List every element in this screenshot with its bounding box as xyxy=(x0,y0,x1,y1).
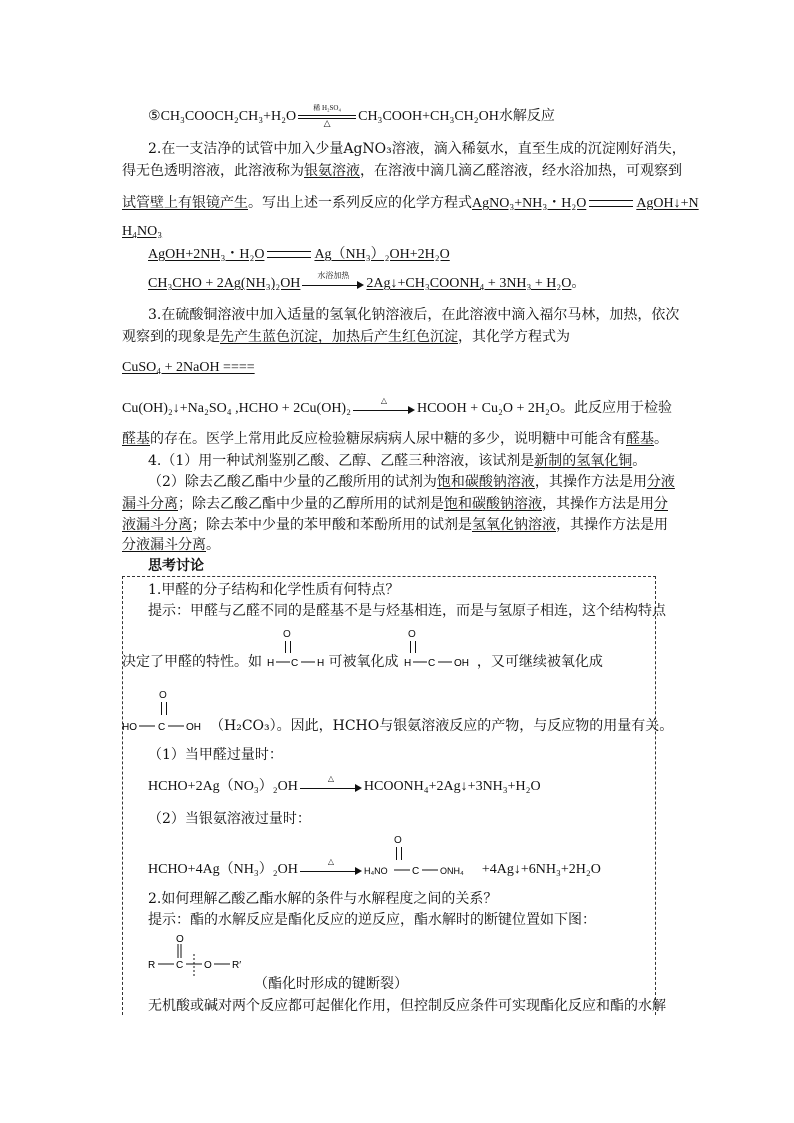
formaldehyde-structure xyxy=(266,652,328,672)
equation-silver-complex: AgOH+2NH₃・H₂O Ag（NH₃）₂OH+2H₂O xyxy=(148,247,450,262)
svg-text:R′: R′ xyxy=(232,960,242,971)
discussion-question-2: 2.如何理解乙酸乙酯水解的条件与水解程度之间的关系？ xyxy=(148,891,498,907)
ester-bond-structure xyxy=(146,930,256,978)
svg-text:C: C xyxy=(427,658,436,669)
formic-acid-structure xyxy=(403,652,477,672)
svg-text:H₄NO: H₄NO xyxy=(363,866,388,876)
q3-line-2: 观察到的现象是先产生蓝色沉淀，加热后产生红色沉淀，其化学方程式为 xyxy=(122,329,570,345)
ester-caption: （酯化时形成的键断裂） xyxy=(254,976,408,992)
q3-line-5: 醛基的存在。医学上常用此反应检验糖尿病病人尿中糖的多少，说明糖中可能含有醛基。 xyxy=(122,431,668,447)
case-1-equation: HCHO+2Ag（NO₃）₂OH △ HCOONH₄+2Ag↓+3NH₃+H₂O xyxy=(148,777,541,797)
svg-text:HO: HO xyxy=(122,722,137,733)
q4-line-2: （2）除去乙酸乙酯中少量的乙酸所用的试剂为饱和碳酸钠溶液，其操作方法是用分液 xyxy=(148,474,675,490)
answer-silver-mirror: 试管壁上有银镜产生 xyxy=(122,195,248,211)
case-2-equation: HCHO+4Ag（NH₃）₂OH △ H₄NO C ONH₄ +4Ag↓+6NH₃+2H₂O xyxy=(148,860,601,880)
svg-text:OH: OH xyxy=(453,658,469,669)
q4-line-4: 液漏斗分离；除去苯中少量的苯甲酸和苯酚所用的试剂是氢氧化钠溶液，其操作方法是用 xyxy=(122,517,668,533)
q2-line-2: 得无色透明溶液，此溶液称为银氨溶液，在溶液中滴几滴乙醛溶液，经水浴加热，可观察到 xyxy=(122,163,682,179)
q4-line-3: 漏斗分离；除去乙酸乙酯中少量的乙醇所用的试剂是饱和碳酸钠溶液，其操作方法是用分 xyxy=(122,496,668,512)
q4-line-1: 4.（1）用一种试剂鉴别乙酸、乙醇、乙醛三种溶液，该试剂是新制的氢氧化铜。 xyxy=(148,453,647,469)
discussion-hint-1: 提示：甲醛与乙醛不同的是醛基不是与烃基相连，而是与氢原子相连，这个结构特点 xyxy=(148,603,666,619)
q4-line-5: 分液漏斗分离。 xyxy=(122,537,220,553)
reaction-condition: 稀 H₂SO₄ △ xyxy=(298,106,356,128)
equation-cuso4: CuSO₄ + 2NaOH ==== xyxy=(122,360,255,375)
discussion-heading: 思考讨论 xyxy=(148,558,204,574)
svg-text:C: C xyxy=(158,722,166,733)
arrow: △ xyxy=(300,777,362,797)
svg-text:H: H xyxy=(403,658,412,669)
q2-line-1: 2.在一支洁净的试管中加入少量AgNO₃溶液，滴入稀氨水，直至生成的沉淀刚好消失， xyxy=(148,141,686,157)
answer-silver-ammonia: 银氨溶液 xyxy=(304,163,360,179)
svg-text:H: H xyxy=(317,658,325,669)
arrow: △ xyxy=(300,860,362,880)
svg-text:O: O xyxy=(176,934,184,945)
answer-phenomenon: 先产生蓝色沉淀，加热后产生红色沉淀 xyxy=(220,329,458,345)
svg-text:OH: OH xyxy=(186,722,201,733)
q3-line-1: 3.在硫酸铜溶液中加入适量的氢氧化钠溶液后，在此溶液中滴入福尔马林，加热，依次 xyxy=(148,307,680,323)
svg-text:C: C xyxy=(291,658,299,669)
svg-text:R: R xyxy=(148,960,156,971)
svg-text:C: C xyxy=(411,866,420,877)
ammonium-carbonate-structure xyxy=(364,860,482,880)
q2-line-4: H₄NO₃ xyxy=(122,224,163,239)
q2-line-3: 试管壁上有银镜产生。写出上述一系列反应的化学方程式AgNO₃+NH₃・H₂O AgOH↓+N xyxy=(122,195,699,211)
svg-text:ONH₄: ONH₄ xyxy=(439,866,464,876)
case-2-label: （2）当银氨溶液过量时： xyxy=(148,811,311,827)
equation-hcho-cu: Cu(OH)₂↓+Na₂SO₄ ,HCHO + 2Cu(OH)₂ △ HCOOH + Cu₂O + 2H₂O。此反应用于检验 xyxy=(122,399,672,419)
arrow: △ xyxy=(353,399,415,419)
carbonic-acid-structure xyxy=(122,716,210,736)
svg-text:H: H xyxy=(267,658,275,669)
item-number: ⑤ xyxy=(148,109,161,125)
discussion-hint-1-line-3: HO C OH （H₂CO₃）。因此，HCHO与银氨溶液反应的产物，与反应物的用量有关。 xyxy=(122,718,674,734)
document-page: ⑤CH₃COOCH₂CH₃+H₂O 稀 H₂SO₄ △ CH₃COOH+CH₃CH₂OH水解反应 2.在一支洁净的试管中加入少量AgNO₃溶液，滴入稀氨水，直至生成的沉淀刚好消失， 得无色透明溶液，此溶液称为银氨溶液，在溶液中滴几滴乙醛溶液，经水浴加热，可观察到 试管壁上有银镜产生。写出上述一系列反应的化学方程式AgNO₃+NH₃・H₂O AgOH↓+N H₄NO₃ AgOH+2NH₃・H₂O Ag（NH₃）₂OH+2H₂O CH₃CHO + 2Ag(NH₃)₂OH 水浴加热 2Ag↓+CH₃COONH₄ + 3NH₃ + H₂O。 3.在硫酸铜溶液中加入适量的氢氧化钠溶液后，在此溶液中滴入福尔马林，加热，依次 观察到的现象是先产生蓝色沉淀，加热后产生红色沉淀，其化学方程式为 CuSO₄ + 2NaOH ==== Cu(OH)₂↓+Na₂SO₄ ,HCHO + 2Cu(OH)₂ △ HCOOH + Cu₂O + 2H₂O。此反应用于检验 醛基的存在。医学上常用此反应检验糖尿病病人尿中糖的多少，说明糖中可能含有醛基。 4.（1）用一种试剂鉴别乙酸、乙醇、乙醛三种溶液，该试剂是新制的氢氧化铜。 （2）除去乙酸乙酯中少量的乙酸所用的试剂为饱和碳酸钠溶液，其操作方法是用分液 漏斗分离；除去乙酸乙酯中少量的乙醇所用的试剂是饱和碳酸钠溶液，其操作方法是用分 液漏斗分离；除去苯中少量的苯甲酸和苯酚所用的试剂是氢氧化钠溶液，其操作方法是用 分液漏斗分离。 思考讨论 1.甲醛的分子结构和化学性质有何特点？ 提示：甲醛与乙醛不同的是醛基不是与烃基相连，而是与氢原子相连，这个结构特点 决定了甲醛的特性。如 H C H 可被氧化成 H C OH ，又可继续被氧化成 O O HO C OH （H₂CO₃）。因此，HCHO与银氨溶液反应的产物，与反应物的用量有关。 O （1）当甲醛过量时： HCHO+2Ag（NO₃）₂OH △ HCOONH₄+2Ag↓+3NH₃+H₂O （2）当银氨溶液过量时： HCHO+4Ag（NH₃）₂OH △ H₄NO C ONH₄ +4Ag↓+6NH₃+2H₂O O 2.如何理解乙酸乙酯水解的条件与水解程度之间的关系？ 提示：酯的水解反应是酯化反应的逆反应，酯水解时的断键位置如下图： O R C O R′ （酯化时形成的键断裂） 无机酸或碱对两个反应都可起催化作用，但控制反应条件可实现酯化反应和酯的水解 xyxy=(122,104,699,1014)
equation-agoh: AgNO₃+NH₃・H₂O AgOH↓+N xyxy=(472,196,699,211)
svg-text:O: O xyxy=(204,960,212,971)
discussion-hint-2-line-2: 无机酸或碱对两个反应都可起催化作用，但控制反应条件可实现酯化反应和酯的水解 xyxy=(148,998,666,1014)
discussion-hint-1-line-2: 决定了甲醛的特性。如 H C H 可被氧化成 H C OH ，又可继续被氧化成 xyxy=(122,654,603,670)
discussion-question-1: 1.甲醛的分子结构和化学性质有何特点？ xyxy=(148,582,400,598)
svg-text:C: C xyxy=(176,960,184,971)
case-1-label: （1）当甲醛过量时： xyxy=(148,747,283,763)
equation-silver-mirror: CH₃CHO + 2Ag(NH₃)₂OH 水浴加热 2Ag↓+CH₃COONH₄ + 3NH₃ + H₂O。 xyxy=(148,274,585,294)
discussion-hint-2: 提示：酯的水解反应是酯化反应的逆反应，酯水解时的断键位置如下图： xyxy=(148,912,596,928)
equation-hydrolysis: ⑤CH₃COOCH₂CH₃+H₂O 稀 H₂SO₄ △ CH₃COOH+CH₃CH₂OH水解反应 xyxy=(148,104,555,128)
arrow: 水浴加热 xyxy=(302,274,364,294)
